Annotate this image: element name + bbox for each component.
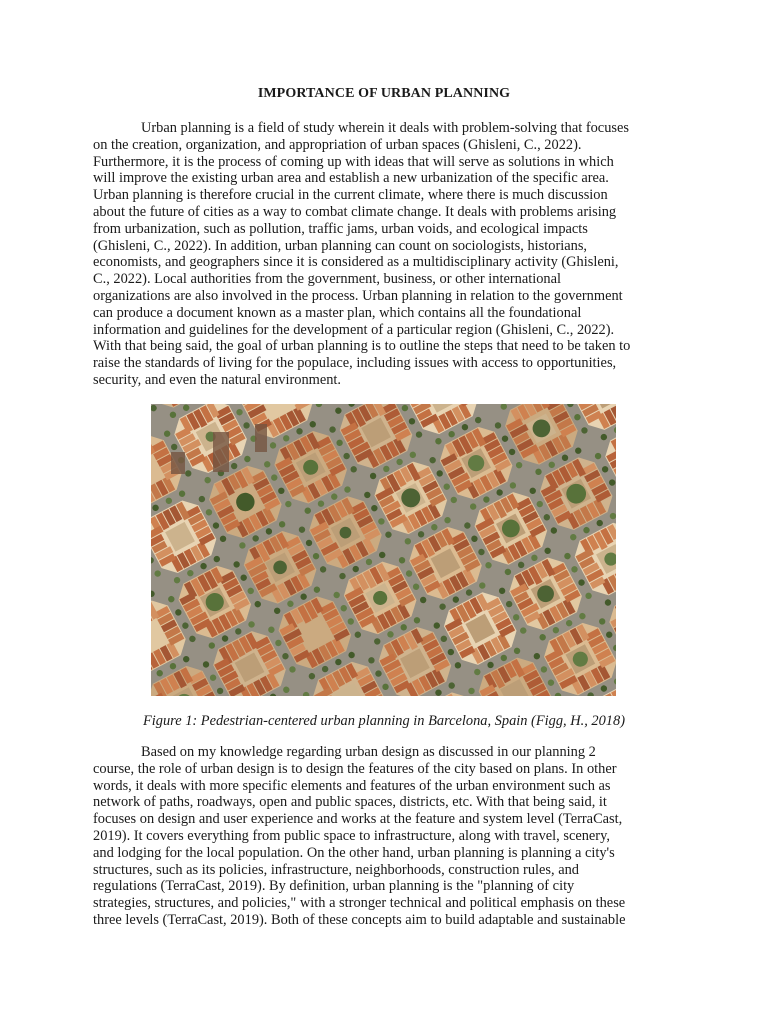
- text-line: 2019). It covers everything from public space to infrastructure, along with travel, scenery,: [93, 827, 610, 844]
- text-line: three levels (TerraCast, 2019). Both of these concepts aim to build adaptable and sustainable: [93, 911, 626, 928]
- text-line: network of paths, roadways, open and public spaces, districts, etc. With that being said, it: [93, 794, 607, 811]
- text-line: With that being said, the goal of urban planning is to outline the steps that need to be taken to: [93, 338, 631, 355]
- text-line: structures, such as its policies, infrastructure, neighborhoods, construction rules, and: [93, 861, 579, 878]
- text-line: Furthermore, it is the process of coming up with ideas that will serve as solutions in which: [93, 153, 614, 170]
- text-line: will improve the existing urban area and establish a new urbanization of the specific area.: [93, 170, 609, 187]
- paragraph-1: [93, 120, 671, 389]
- text-line: information and guidelines for the development of a particular region (Ghisleni, C., 2022).: [93, 321, 615, 338]
- text-line: organizations are also involved in the process. Urban planning in relation to the government: [93, 287, 623, 304]
- text-line: (Ghisleni, C., 2022). In addition, urban planning can count on sociologists, historians,: [93, 237, 588, 254]
- text-line: economists, and geographers since it is considered as a multidisciplinary activity (Ghisleni,: [93, 254, 619, 271]
- text-line: raise the standards of living for the populace, including issues with access to opportunities,: [93, 355, 617, 372]
- text-line: words, it deals with more specific elements and features of the urban environment such as: [93, 777, 611, 794]
- text-line: Urban planning is therefore crucial in the current climate, where there is much discussion: [93, 187, 608, 204]
- figure-caption: Figure 1: Pedestrian-centered urban planning in Barcelona, Spain (Figg, H., 2018): [142, 713, 625, 729]
- text-line: course, the role of urban design is to design the features of the city based on plans. In other: [93, 760, 617, 777]
- text-line: C., 2022). Local authorities from the government, business, or other international: [93, 271, 561, 288]
- text-line: Urban planning is a field of study wherein it deals with problem-solving that focuses: [141, 120, 629, 136]
- text-line: on the creation, organization, and appropriation of urban spaces (Ghisleni, C., 2022).: [93, 136, 582, 153]
- text-line: about the future of cities as a way to combat climate change. It deals with problems arising: [93, 203, 617, 220]
- page-title: IMPORTANCE OF URBAN PLANNING: [257, 86, 511, 101]
- paragraph-2: [93, 744, 671, 929]
- text-line: from urbanization, such as pollution, traffic jams, urban voids, and ecological impacts: [93, 220, 588, 237]
- text-line: regulations (TerraCast, 2019). By definition, urban planning is the "planning of city: [93, 878, 575, 895]
- text-line: security, and even the natural environment.: [93, 371, 342, 388]
- text-line: and lodging for the local population. On the other hand, urban planning is planning a city's: [93, 844, 615, 861]
- barcelona-aerial-photo: [151, 404, 616, 696]
- text-line: Based on my knowledge regarding urban design as discussed in our planning 2: [141, 744, 596, 760]
- text-line: can produce a document known as a master plan, which contains all the foundational: [93, 304, 582, 321]
- text-line: focuses on design and user experience and works at the feature and system level (TerraCast,: [93, 811, 623, 828]
- text-line: strategies, structures, and policies," with a stronger technical and political emphasis on these: [93, 895, 626, 912]
